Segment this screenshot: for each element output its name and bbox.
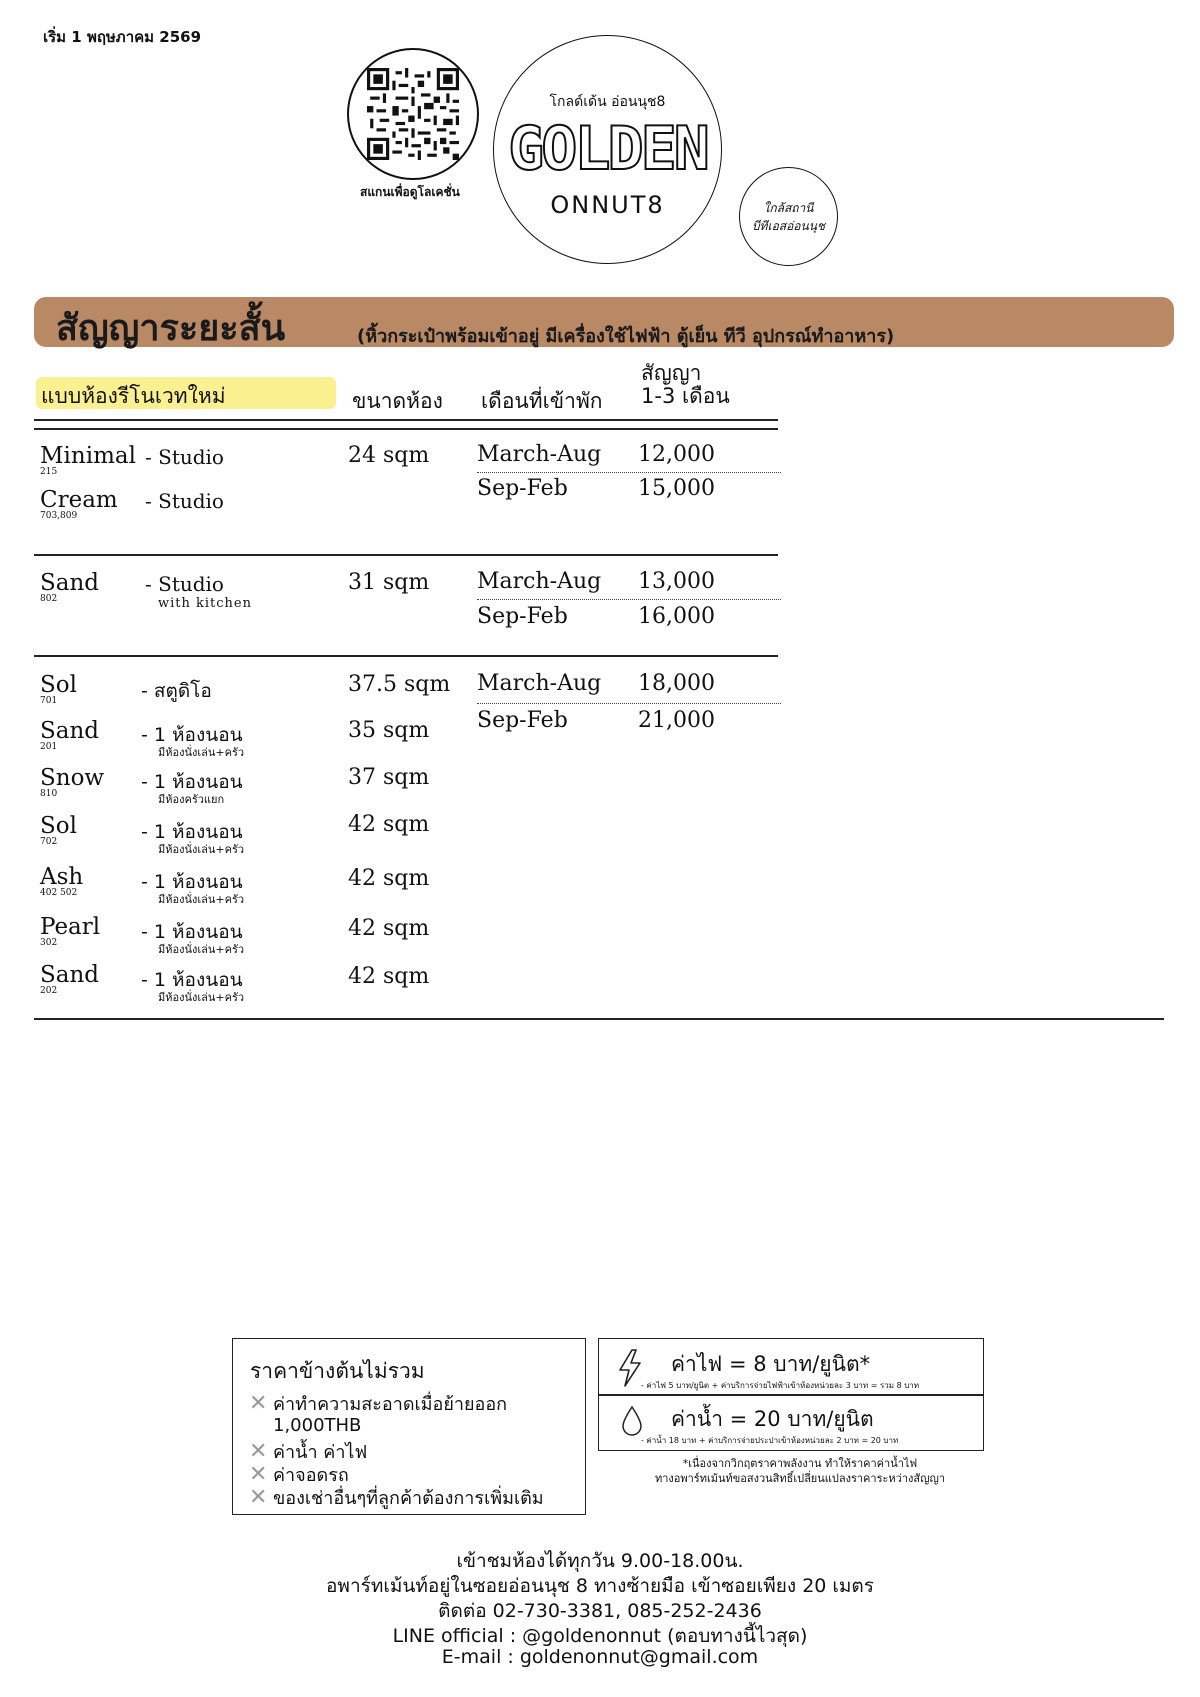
room-number: 402 502 (40, 888, 78, 898)
group-rule (34, 554, 778, 556)
qr-code-icon (367, 68, 459, 160)
room-type: - 1 ห้องนอน (141, 821, 243, 843)
bts-badge (739, 167, 838, 266)
room-type: - สตูดิโอ (141, 680, 212, 702)
room-note: with kitchen (158, 596, 252, 611)
size-header: ขนาดห้อง (352, 389, 443, 413)
excluded-item-label: ค่าน้ำ ค่าไฟ (273, 1442, 368, 1463)
excluded-item-label: ค่าจอดรถ (273, 1465, 349, 1486)
room-number: 202 (40, 986, 58, 996)
room-type: - Studio (145, 489, 224, 513)
contact-line[interactable]: LINE official : @goldenonnut (ตอบทางนี้ไวสุด) (392, 1625, 808, 1647)
room-name: Sand (40, 718, 100, 744)
room-note: มีห้องนั่งเล่น+ครัว (158, 843, 245, 856)
room-name: Sand (40, 570, 100, 596)
viewing-hours: เข้าชมห้องได้ทุกวัน 9.00-18.00น. (456, 1550, 744, 1572)
room-type: - 1 ห้องนอน (141, 969, 243, 991)
room-name: Sol (40, 813, 77, 839)
room-size: 31 sqm (348, 570, 430, 595)
table-end-rule (34, 1018, 1164, 1020)
season-months: March-Aug (477, 671, 602, 696)
room-number: 802 (40, 594, 58, 604)
brand-logo (493, 35, 722, 264)
excluded-item (249, 1483, 544, 1512)
x-mark-icon: ✕ (249, 1462, 268, 1487)
logo-location: ONNUT8 (550, 191, 665, 219)
header-rule-bottom (34, 428, 778, 430)
utilities-divider (599, 1394, 983, 1396)
room-number: 201 (40, 742, 58, 752)
room-note: มีห้องครัวแยก (158, 793, 225, 806)
room-size: 24 sqm (348, 443, 430, 468)
water-note: - ค่าน้ำ 18 บาท + ค่าบริการจ่ายประปาเข้าห้องหน่วยละ 2 บาท = 20 บาท (641, 1436, 899, 1445)
season-months: Sep-Feb (477, 604, 568, 629)
room-name: Snow (40, 765, 105, 791)
excluded-item (249, 1389, 507, 1418)
room-note: มีห้องนั่งเล่น+ครัว (158, 991, 245, 1004)
excluded-item-price (273, 1415, 361, 1436)
month-header: เดือนที่เข้าพัก (481, 389, 603, 413)
banner-subtitle: (หิ้วกระเป๋าพร้อมเข้าอยู่ มีเครื่องใช้ไฟฟ้า ตู้เย็น ทีวี อุปกรณ์ทำอาหาร) (357, 326, 895, 347)
contract-header (641, 362, 730, 408)
electricity-rate: ค่าไฟ = 8 บาท/ยูนิต* (671, 1352, 871, 1376)
bts-badge-line1: ใกล้สถานี (763, 200, 814, 215)
contact-phone[interactable]: ติดต่อ 02-730-3381, 085-252-2436 (438, 1600, 762, 1622)
room-note: มีห้องนั่งเล่น+ครัว (158, 893, 245, 906)
room-name: Pearl (40, 914, 101, 940)
qr-code-circle[interactable] (347, 48, 479, 180)
excluded-item-label: ของเช่าอื่นๆที่ลูกค้าต้องการเพิ่มเติม (273, 1488, 544, 1509)
room-size: 42 sqm (348, 916, 430, 941)
room-type: - 1 ห้องนอน (141, 771, 243, 793)
excluded-item-label: ค่าทำความสะอาดเมื่อย้ายออก (273, 1394, 508, 1415)
room-type: - 1 ห้องนอน (141, 921, 243, 943)
room-number: 702 (40, 837, 58, 847)
water-rate: ค่าน้ำ = 20 บาท/ยูนิต (671, 1407, 874, 1431)
season-price: 16,000 (638, 604, 715, 629)
room-name: Sol (40, 672, 77, 698)
room-name: Sand (40, 962, 100, 988)
season-price: 18,000 (638, 671, 715, 696)
x-mark-icon: ✕ (249, 1391, 268, 1416)
season-months: Sep-Feb (477, 708, 568, 733)
location-directions: อพาร์ทเม้นท์อยู่ในซอยอ่อนนุช 8 ทางซ้ายมือ เข้าซอยเพียง 20 เมตร (326, 1575, 874, 1597)
utilities-box (598, 1338, 984, 1451)
lightning-icon (617, 1349, 643, 1387)
excluded-costs-box (232, 1338, 586, 1515)
room-size: 37 sqm (348, 765, 430, 790)
excluded-costs-title: ราคาข้างต้นไม่รวม (250, 1359, 425, 1383)
price-divider (477, 599, 781, 600)
season-price: 15,000 (638, 476, 715, 501)
season-months: March-Aug (477, 569, 602, 594)
room-note: มีห้องนั่งเล่น+ครัว (158, 943, 245, 956)
room-type: - Studio (145, 445, 224, 469)
season-price: 12,000 (638, 442, 715, 467)
room-name: Minimal (40, 443, 136, 469)
room-number: 215 (40, 467, 58, 477)
season-months: March-Aug (477, 442, 602, 467)
room-type-header-label: แบบห้องรีโนเวทใหม่ (41, 384, 226, 408)
room-size: 35 sqm (348, 718, 430, 743)
section-banner (34, 297, 1174, 347)
logo-wordmark: GOLDEN (508, 114, 707, 184)
header-rule-top (34, 419, 778, 421)
season-price: 21,000 (638, 708, 715, 733)
bts-badge-line2: บีทีเอสอ่อนนุช (751, 218, 826, 233)
room-number: 810 (40, 789, 58, 799)
room-number: 701 (40, 696, 58, 706)
room-type: - 1 ห้องนอน (141, 871, 243, 893)
room-note: มีห้องนั่งเล่น+ครัว (158, 746, 245, 759)
water-drop-icon (621, 1405, 643, 1437)
logo-subtitle: โกลด์เด้น อ่อนนุช8 (549, 94, 666, 110)
room-size: 42 sqm (348, 964, 430, 989)
qr-caption: สแกนเพื่อดูโลเคชั่น (360, 185, 460, 199)
room-name: Ash (40, 864, 84, 890)
electricity-note: - ค่าไฟ 5 บาท/ยูนิต + ค่าบริการจ่ายไฟฟ้าเข้าห้องหน่วยละ 3 บาท = รวม 8 บาท (641, 1381, 920, 1390)
room-size: 37.5 sqm (348, 672, 451, 697)
room-size: 42 sqm (348, 812, 430, 837)
room-type-header (36, 377, 336, 409)
group-rule (34, 655, 778, 657)
room-type: - Studio (145, 572, 224, 596)
contract-header-line1: สัญญา (641, 361, 702, 385)
price-divider (477, 472, 781, 473)
room-number: 703,809 (40, 511, 78, 521)
utilities-footnote (620, 1457, 980, 1487)
room-size: 42 sqm (348, 866, 430, 891)
contract-header-line2: 1-3 เดือน (641, 384, 730, 409)
room-name: Cream (40, 487, 118, 513)
utilities-footnote-line2: ทางอพาร์ทเม้นท์ขอสงวนสิทธิ์เปลี่ยนแปลงราคาระหว่างสัญญา (654, 1471, 946, 1485)
x-mark-icon: ✕ (249, 1485, 268, 1510)
x-mark-icon: ✕ (249, 1439, 268, 1464)
contact-email[interactable]: E-mail : goldenonnut@gmail.com (441, 1646, 759, 1668)
room-type: - 1 ห้องนอน (141, 724, 243, 746)
start-date: เริ่ม 1 พฤษภาคม 2569 (43, 28, 202, 46)
banner-title: สัญญาระยะสั้น (56, 308, 286, 349)
season-months: Sep-Feb (477, 476, 568, 501)
price-divider (477, 703, 781, 704)
excluded-item-price-label: 1,000THB (273, 1415, 362, 1436)
room-number: 302 (40, 938, 58, 948)
utilities-footnote-line1: *เนื่องจากวิกฤตราคาพลังงาน ทำให้ราคาค่าน้ำไฟ (682, 1457, 918, 1470)
season-price: 13,000 (638, 569, 715, 594)
